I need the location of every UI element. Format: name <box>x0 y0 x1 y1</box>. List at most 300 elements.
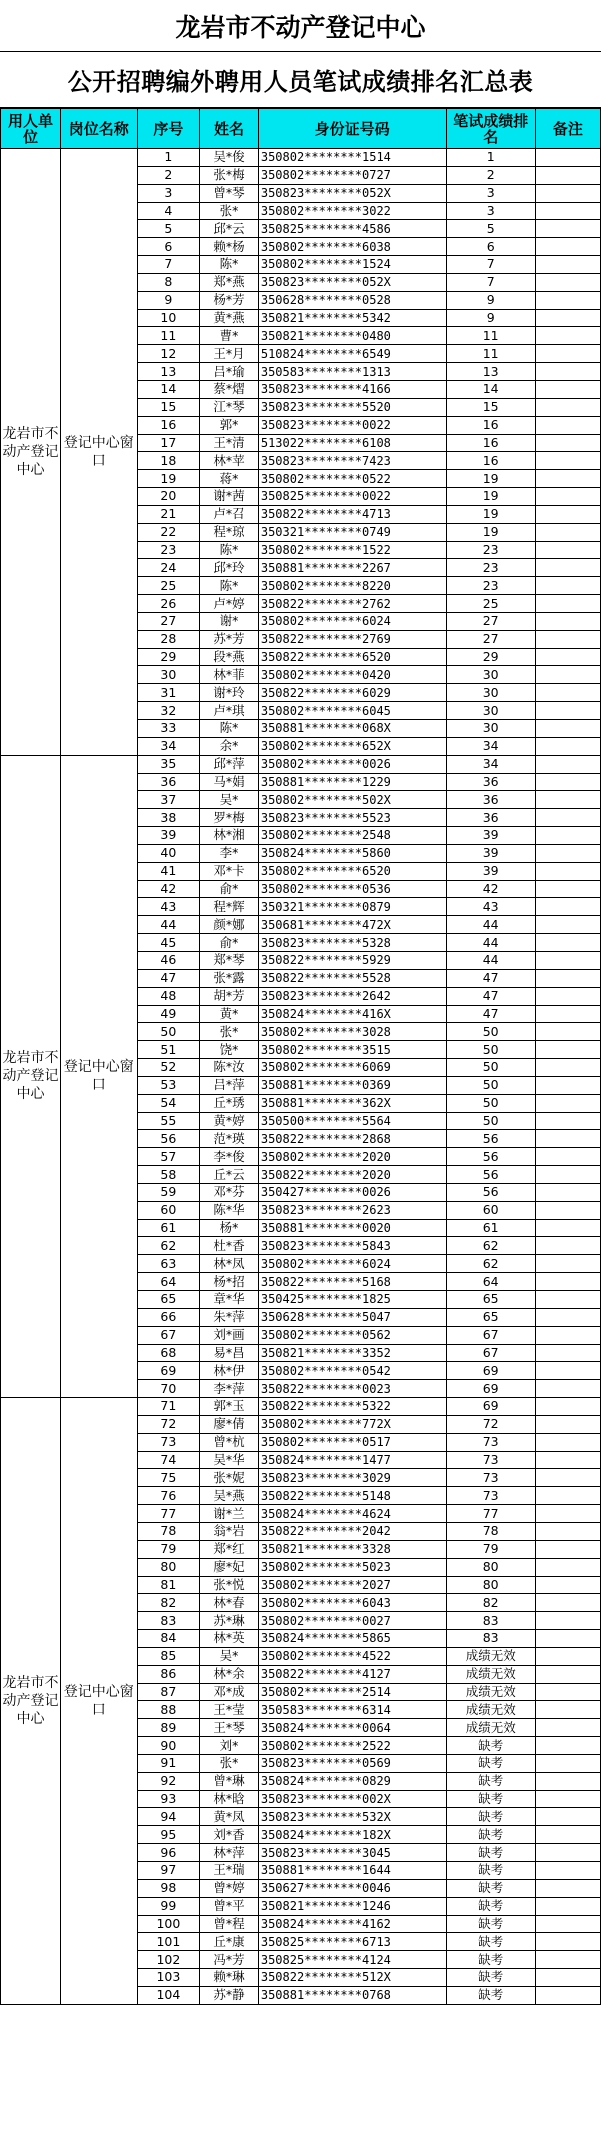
rank-cell: 6 <box>446 238 535 256</box>
post-cell: 登记中心窗口 <box>61 755 138 1397</box>
note-cell <box>535 1219 600 1237</box>
table-row <box>1 149 601 167</box>
name-cell: 林*凤 <box>200 1255 259 1273</box>
idcard-cell: 350824********0064 <box>258 1719 446 1737</box>
seq-cell: 44 <box>137 916 200 934</box>
score-table <box>0 108 601 2005</box>
header-seq: 序号 <box>137 109 200 149</box>
seq-cell: 22 <box>137 523 200 541</box>
name-cell: 刘*香 <box>200 1826 259 1844</box>
note-cell <box>535 1540 600 1558</box>
seq-cell: 103 <box>137 1969 200 1987</box>
seq-cell: 74 <box>137 1451 200 1469</box>
name-cell: 程*辉 <box>200 898 259 916</box>
note-cell <box>535 363 600 381</box>
rank-cell: 23 <box>446 559 535 577</box>
name-cell: 李*萍 <box>200 1380 259 1398</box>
name-cell: 章*华 <box>200 1291 259 1309</box>
idcard-cell: 350628********5047 <box>258 1308 446 1326</box>
rank-cell: 3 <box>446 202 535 220</box>
rank-cell: 39 <box>446 862 535 880</box>
idcard-cell: 350823********002X <box>258 1790 446 1808</box>
name-cell: 张* <box>200 202 259 220</box>
note-cell <box>535 1647 600 1665</box>
idcard-cell: 350881********068X <box>258 720 446 738</box>
idcard-cell: 350802********0562 <box>258 1326 446 1344</box>
note-cell <box>535 1808 600 1826</box>
seq-cell: 92 <box>137 1772 200 1790</box>
note-cell <box>535 1915 600 1933</box>
idcard-cell: 350802********0536 <box>258 880 446 898</box>
rank-cell: 29 <box>446 648 535 666</box>
idcard-cell: 350823********0022 <box>258 416 446 434</box>
rank-cell: 1 <box>446 149 535 167</box>
seq-cell: 33 <box>137 720 200 738</box>
note-cell <box>535 149 600 167</box>
rank-cell: 7 <box>446 256 535 274</box>
name-cell: 王*月 <box>200 345 259 363</box>
idcard-cell: 350824********4162 <box>258 1915 446 1933</box>
idcard-cell: 350824********1477 <box>258 1451 446 1469</box>
seq-cell: 79 <box>137 1540 200 1558</box>
note-cell <box>535 470 600 488</box>
rank-cell: 36 <box>446 773 535 791</box>
name-cell: 吴*华 <box>200 1451 259 1469</box>
note-cell <box>535 1451 600 1469</box>
name-cell: 冯*芳 <box>200 1951 259 1969</box>
idcard-cell: 350681********472X <box>258 916 446 934</box>
idcard-cell: 350802********6045 <box>258 702 446 720</box>
note-cell <box>535 1826 600 1844</box>
name-cell: 卢*琪 <box>200 702 259 720</box>
name-cell: 吕*瑜 <box>200 363 259 381</box>
idcard-cell: 350822********512X <box>258 1969 446 1987</box>
name-cell: 朱*萍 <box>200 1308 259 1326</box>
note-cell <box>535 1844 600 1862</box>
idcard-cell: 350821********5342 <box>258 309 446 327</box>
rank-cell: 缺考 <box>446 1754 535 1772</box>
seq-cell: 78 <box>137 1522 200 1540</box>
note-cell <box>535 256 600 274</box>
seq-cell: 87 <box>137 1683 200 1701</box>
idcard-cell: 350802********0522 <box>258 470 446 488</box>
note-cell <box>535 309 600 327</box>
seq-cell: 43 <box>137 898 200 916</box>
seq-cell: 89 <box>137 1719 200 1737</box>
note-cell <box>535 1719 600 1737</box>
idcard-cell: 350823********532X <box>258 1808 446 1826</box>
seq-cell: 85 <box>137 1647 200 1665</box>
rank-cell: 39 <box>446 827 535 845</box>
idcard-cell: 350822********2769 <box>258 630 446 648</box>
rank-cell: 42 <box>446 880 535 898</box>
name-cell: 黄*凤 <box>200 1808 259 1826</box>
rank-cell: 47 <box>446 1005 535 1023</box>
idcard-cell: 350802********3028 <box>258 1023 446 1041</box>
name-cell: 邓*芬 <box>200 1183 259 1201</box>
rank-cell: 9 <box>446 291 535 309</box>
seq-cell: 8 <box>137 273 200 291</box>
name-cell: 廖*妃 <box>200 1558 259 1576</box>
seq-cell: 62 <box>137 1237 200 1255</box>
seq-cell: 30 <box>137 666 200 684</box>
rank-cell: 39 <box>446 844 535 862</box>
note-cell <box>535 684 600 702</box>
rank-cell: 50 <box>446 1059 535 1077</box>
name-cell: 邱*玲 <box>200 559 259 577</box>
name-cell: 刘* <box>200 1737 259 1755</box>
rank-cell: 82 <box>446 1594 535 1612</box>
note-cell <box>535 898 600 916</box>
idcard-cell: 350822********5929 <box>258 951 446 969</box>
idcard-cell: 350823********3045 <box>258 1844 446 1862</box>
rank-cell: 15 <box>446 398 535 416</box>
idcard-cell: 350825********4124 <box>258 1951 446 1969</box>
idcard-cell: 350824********416X <box>258 1005 446 1023</box>
idcard-cell: 350321********0749 <box>258 523 446 541</box>
idcard-cell: 350583********6314 <box>258 1701 446 1719</box>
rank-cell: 缺考 <box>446 1986 535 2004</box>
seq-cell: 64 <box>137 1273 200 1291</box>
note-cell <box>535 916 600 934</box>
name-cell: 黄* <box>200 1005 259 1023</box>
rank-cell: 30 <box>446 666 535 684</box>
header-idcard: 身份证号码 <box>258 109 446 149</box>
name-cell: 陈* <box>200 577 259 595</box>
note-cell <box>535 1612 600 1630</box>
rank-cell: 72 <box>446 1415 535 1433</box>
rank-cell: 36 <box>446 809 535 827</box>
rank-cell: 69 <box>446 1362 535 1380</box>
rank-cell: 缺考 <box>446 1772 535 1790</box>
rank-cell: 67 <box>446 1344 535 1362</box>
idcard-cell: 350802********0026 <box>258 755 446 773</box>
seq-cell: 28 <box>137 630 200 648</box>
note-cell <box>535 1879 600 1897</box>
name-cell: 马*娟 <box>200 773 259 791</box>
idcard-cell: 350822********2868 <box>258 1130 446 1148</box>
rank-cell: 44 <box>446 951 535 969</box>
note-cell <box>535 827 600 845</box>
note-cell <box>535 541 600 559</box>
idcard-cell: 350822********5168 <box>258 1273 446 1291</box>
name-cell: 江*琴 <box>200 398 259 416</box>
seq-cell: 24 <box>137 559 200 577</box>
note-cell <box>535 1166 600 1184</box>
note-cell <box>535 184 600 202</box>
note-cell <box>535 1737 600 1755</box>
name-cell: 林*湘 <box>200 827 259 845</box>
idcard-cell: 350823********5328 <box>258 934 446 952</box>
unit-cell: 龙岩市不动产登记中心 <box>1 149 61 756</box>
name-cell: 张* <box>200 1754 259 1772</box>
seq-cell: 41 <box>137 862 200 880</box>
idcard-cell: 350821********0480 <box>258 327 446 345</box>
name-cell: 林*伊 <box>200 1362 259 1380</box>
rank-cell: 30 <box>446 684 535 702</box>
idcard-cell: 350823********5523 <box>258 809 446 827</box>
seq-cell: 82 <box>137 1594 200 1612</box>
idcard-cell: 350821********3328 <box>258 1540 446 1558</box>
seq-cell: 88 <box>137 1701 200 1719</box>
rank-cell: 3 <box>446 184 535 202</box>
rank-cell: 56 <box>446 1183 535 1201</box>
seq-cell: 37 <box>137 791 200 809</box>
idcard-cell: 350802********6069 <box>258 1059 446 1077</box>
note-cell <box>535 345 600 363</box>
note-cell <box>535 1183 600 1201</box>
seq-cell: 68 <box>137 1344 200 1362</box>
name-cell: 曾*杭 <box>200 1433 259 1451</box>
note-cell <box>535 1576 600 1594</box>
rank-cell: 缺考 <box>446 1933 535 1951</box>
rank-cell: 56 <box>446 1166 535 1184</box>
rank-cell: 缺考 <box>446 1862 535 1880</box>
rank-cell: 25 <box>446 595 535 613</box>
page-subtitle: 公开招聘编外聘用人员笔试成绩排名汇总表 <box>0 52 601 108</box>
seq-cell: 34 <box>137 737 200 755</box>
name-cell: 林*苹 <box>200 452 259 470</box>
note-cell <box>535 1344 600 1362</box>
note-cell <box>535 1862 600 1880</box>
rank-cell: 27 <box>446 630 535 648</box>
name-cell: 郭*玉 <box>200 1398 259 1416</box>
rank-cell: 16 <box>446 416 535 434</box>
name-cell: 吴* <box>200 791 259 809</box>
seq-cell: 32 <box>137 702 200 720</box>
seq-cell: 49 <box>137 1005 200 1023</box>
idcard-cell: 350823********0569 <box>258 1754 446 1772</box>
note-cell <box>535 452 600 470</box>
seq-cell: 25 <box>137 577 200 595</box>
rank-cell: 78 <box>446 1522 535 1540</box>
name-cell: 张*妮 <box>200 1469 259 1487</box>
note-cell <box>535 720 600 738</box>
seq-cell: 55 <box>137 1112 200 1130</box>
idcard-cell: 350802********1522 <box>258 541 446 559</box>
name-cell: 曾*程 <box>200 1915 259 1933</box>
rank-cell: 11 <box>446 345 535 363</box>
name-cell: 陈*华 <box>200 1201 259 1219</box>
name-cell: 段*燕 <box>200 648 259 666</box>
rank-cell: 34 <box>446 755 535 773</box>
rank-cell: 30 <box>446 720 535 738</box>
idcard-cell: 350881********2267 <box>258 559 446 577</box>
rank-cell: 61 <box>446 1219 535 1237</box>
note-cell <box>535 220 600 238</box>
rank-cell: 77 <box>446 1505 535 1523</box>
seq-cell: 23 <box>137 541 200 559</box>
seq-cell: 58 <box>137 1166 200 1184</box>
seq-cell: 16 <box>137 416 200 434</box>
seq-cell: 86 <box>137 1665 200 1683</box>
rank-cell: 缺考 <box>446 1879 535 1897</box>
name-cell: 吴* <box>200 1647 259 1665</box>
seq-cell: 102 <box>137 1951 200 1969</box>
idcard-cell: 350822********5322 <box>258 1398 446 1416</box>
note-cell <box>535 1380 600 1398</box>
rank-cell: 80 <box>446 1576 535 1594</box>
note-cell <box>535 327 600 345</box>
rank-cell: 23 <box>446 577 535 595</box>
rank-cell: 13 <box>446 363 535 381</box>
rank-cell: 2 <box>446 166 535 184</box>
idcard-cell: 350802********0517 <box>258 1433 446 1451</box>
note-cell <box>535 1469 600 1487</box>
name-cell: 余* <box>200 737 259 755</box>
rank-cell: 缺考 <box>446 1951 535 1969</box>
seq-cell: 90 <box>137 1737 200 1755</box>
name-cell: 廖*倩 <box>200 1415 259 1433</box>
seq-cell: 65 <box>137 1291 200 1309</box>
rank-cell: 5 <box>446 220 535 238</box>
rank-cell: 16 <box>446 434 535 452</box>
name-cell: 曾*琳 <box>200 1772 259 1790</box>
name-cell: 吴*俊 <box>200 149 259 167</box>
rank-cell: 73 <box>446 1487 535 1505</box>
idcard-cell: 350802********6520 <box>258 862 446 880</box>
seq-cell: 73 <box>137 1433 200 1451</box>
name-cell: 陈* <box>200 541 259 559</box>
rank-cell: 83 <box>446 1630 535 1648</box>
note-cell <box>535 1522 600 1540</box>
note-cell <box>535 1398 600 1416</box>
note-cell <box>535 1897 600 1915</box>
note-cell <box>535 969 600 987</box>
note-cell <box>535 273 600 291</box>
idcard-cell: 350824********5865 <box>258 1630 446 1648</box>
idcard-cell: 350821********3352 <box>258 1344 446 1362</box>
rank-cell: 缺考 <box>446 1969 535 1987</box>
rank-cell: 62 <box>446 1237 535 1255</box>
idcard-cell: 510824********6549 <box>258 345 446 363</box>
note-cell <box>535 1594 600 1612</box>
note-cell <box>535 648 600 666</box>
name-cell: 张* <box>200 1023 259 1041</box>
seq-cell: 77 <box>137 1505 200 1523</box>
note-cell <box>535 791 600 809</box>
name-cell: 杨*招 <box>200 1273 259 1291</box>
rank-cell: 缺考 <box>446 1897 535 1915</box>
note-cell <box>535 1665 600 1683</box>
rank-cell: 缺考 <box>446 1790 535 1808</box>
note-cell <box>535 1005 600 1023</box>
note-cell <box>535 755 600 773</box>
name-cell: 林*英 <box>200 1630 259 1648</box>
seq-cell: 7 <box>137 256 200 274</box>
seq-cell: 71 <box>137 1398 200 1416</box>
name-cell: 俞* <box>200 880 259 898</box>
seq-cell: 13 <box>137 363 200 381</box>
rank-cell: 47 <box>446 969 535 987</box>
idcard-cell: 350825********0022 <box>258 488 446 506</box>
idcard-cell: 350881********362X <box>258 1094 446 1112</box>
name-cell: 罗*梅 <box>200 809 259 827</box>
note-cell <box>535 1237 600 1255</box>
name-cell: 苏*静 <box>200 1986 259 2004</box>
name-cell: 曾*平 <box>200 1897 259 1915</box>
note-cell <box>535 773 600 791</box>
rank-cell: 62 <box>446 1255 535 1273</box>
note-cell <box>535 1505 600 1523</box>
note-cell <box>535 1630 600 1648</box>
idcard-cell: 350802********6043 <box>258 1594 446 1612</box>
seq-cell: 94 <box>137 1808 200 1826</box>
seq-cell: 36 <box>137 773 200 791</box>
idcard-cell: 350825********4586 <box>258 220 446 238</box>
name-cell: 杨*芳 <box>200 291 259 309</box>
seq-cell: 70 <box>137 1380 200 1398</box>
rank-cell: 9 <box>446 309 535 327</box>
seq-cell: 93 <box>137 1790 200 1808</box>
idcard-cell: 350823********7423 <box>258 452 446 470</box>
rank-cell: 47 <box>446 987 535 1005</box>
seq-cell: 75 <box>137 1469 200 1487</box>
rank-cell: 7 <box>446 273 535 291</box>
rank-cell: 30 <box>446 702 535 720</box>
idcard-cell: 350823********4166 <box>258 380 446 398</box>
name-cell: 王*瑞 <box>200 1862 259 1880</box>
name-cell: 陈* <box>200 256 259 274</box>
idcard-cell: 350802********4522 <box>258 1647 446 1665</box>
idcard-cell: 350824********4624 <box>258 1505 446 1523</box>
rank-cell: 80 <box>446 1558 535 1576</box>
seq-cell: 57 <box>137 1148 200 1166</box>
rank-cell: 69 <box>446 1380 535 1398</box>
idcard-cell: 350821********1246 <box>258 1897 446 1915</box>
name-cell: 谢*兰 <box>200 1505 259 1523</box>
rank-cell: 19 <box>446 523 535 541</box>
seq-cell: 98 <box>137 1879 200 1897</box>
idcard-cell: 350802********652X <box>258 737 446 755</box>
idcard-cell: 350500********5564 <box>258 1112 446 1130</box>
idcard-cell: 350802********2548 <box>258 827 446 845</box>
table-body <box>1 149 601 2005</box>
rank-cell: 缺考 <box>446 1808 535 1826</box>
seq-cell: 51 <box>137 1041 200 1059</box>
name-cell: 曾*琴 <box>200 184 259 202</box>
idcard-cell: 350822********2020 <box>258 1166 446 1184</box>
rank-cell: 成绩无效 <box>446 1719 535 1737</box>
header-post: 岗位名称 <box>61 109 138 149</box>
header-note: 备注 <box>535 109 600 149</box>
idcard-cell: 350825********6713 <box>258 1933 446 1951</box>
seq-cell: 27 <box>137 612 200 630</box>
seq-cell: 52 <box>137 1059 200 1077</box>
name-cell: 杨* <box>200 1219 259 1237</box>
idcard-cell: 350627********0046 <box>258 1879 446 1897</box>
seq-cell: 67 <box>137 1326 200 1344</box>
note-cell <box>535 559 600 577</box>
name-cell: 卢*婷 <box>200 595 259 613</box>
note-cell <box>535 1790 600 1808</box>
idcard-cell: 350823********5843 <box>258 1237 446 1255</box>
note-cell <box>535 809 600 827</box>
name-cell: 郑*红 <box>200 1540 259 1558</box>
seq-cell: 12 <box>137 345 200 363</box>
rank-cell: 50 <box>446 1023 535 1041</box>
rank-cell: 16 <box>446 452 535 470</box>
name-cell: 易*昌 <box>200 1344 259 1362</box>
name-cell: 林*春 <box>200 1594 259 1612</box>
note-cell <box>535 1986 600 2004</box>
idcard-cell: 350881********1644 <box>258 1862 446 1880</box>
seq-cell: 1 <box>137 149 200 167</box>
rank-cell: 缺考 <box>446 1826 535 1844</box>
rank-cell: 23 <box>446 541 535 559</box>
note-cell <box>535 1148 600 1166</box>
seq-cell: 53 <box>137 1076 200 1094</box>
